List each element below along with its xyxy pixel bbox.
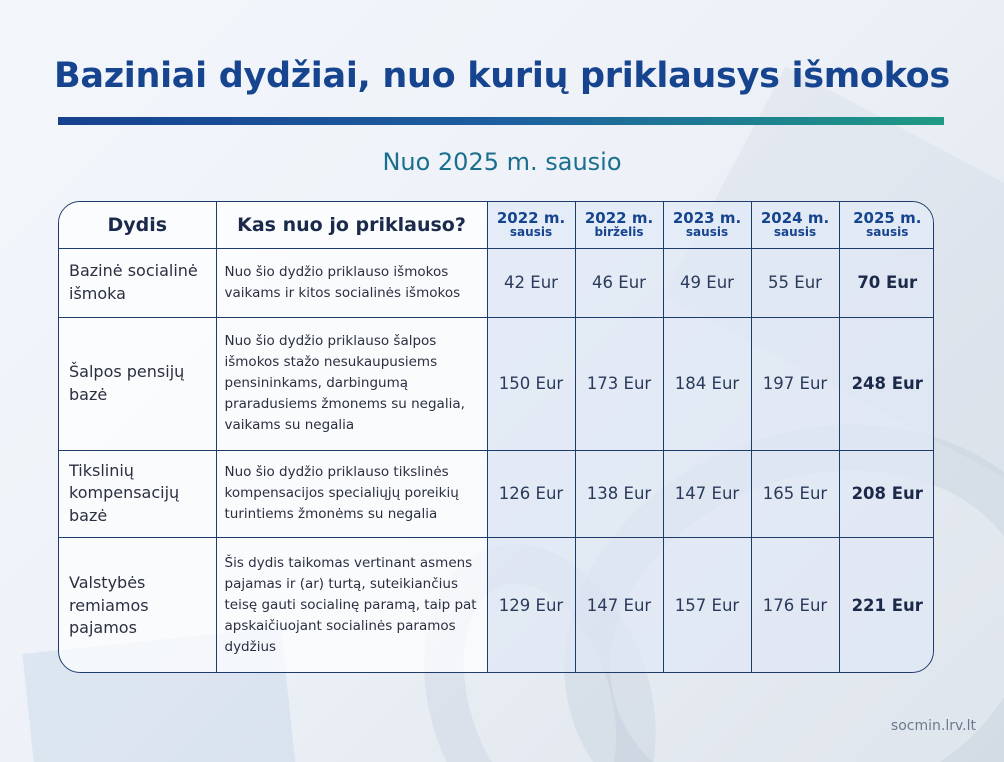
header-year-label: 2022 m. <box>496 208 566 227</box>
table-row <box>59 248 934 317</box>
row-value: 157 Eur <box>663 537 751 673</box>
row-value-current: 208 Eur <box>839 450 934 537</box>
row-value: 184 Eur <box>663 317 751 450</box>
header-year <box>663 202 751 248</box>
row-value-current: 70 Eur <box>839 248 934 317</box>
header-year-label: 2024 m. <box>760 208 830 227</box>
row-description: Nuo šio dydžio priklauso išmokos vaikams ir kitos socialinės išmokos <box>216 248 487 317</box>
title-underline <box>58 117 944 125</box>
header-year <box>839 202 934 248</box>
page-title: Baziniai dydžiai, nuo kurių priklausys išmokos <box>54 56 950 96</box>
table-row <box>59 537 934 673</box>
row-value: 46 Eur <box>575 248 663 317</box>
row-dydis: Šalpos pensijų bazė <box>59 317 216 450</box>
row-dydis: Tikslinių kompensacijų bazė <box>59 450 216 537</box>
row-description: Šis dydis taikomas vertinant asmens pajamas ir (ar) turtą, suteikiančius teisę gauti socialinę paramą, taip pat apskaičiuojant socialinės paramos dydžius <box>216 537 487 673</box>
row-value: 138 Eur <box>575 450 663 537</box>
row-value: 42 Eur <box>487 248 575 317</box>
header-month-label: sausis <box>773 225 817 240</box>
header-month-label: sausis <box>866 225 909 240</box>
row-value: 49 Eur <box>663 248 751 317</box>
row-dydis: Bazinė socialinė išmoka <box>59 248 216 317</box>
row-value-current: 248 Eur <box>839 317 934 450</box>
row-value-current: 221 Eur <box>839 537 934 673</box>
header-month-label: sausis <box>685 225 729 240</box>
row-value: 147 Eur <box>663 450 751 537</box>
benefits-table <box>58 201 934 673</box>
row-value: 165 Eur <box>751 450 839 537</box>
header-month-label: birželis <box>594 225 644 240</box>
table-header-row <box>59 202 934 248</box>
header-year-label: 2025 m. <box>853 208 922 227</box>
table-row <box>59 317 934 450</box>
row-dydis: Valstybės remiamos pajamos <box>59 537 216 673</box>
row-value: 55 Eur <box>751 248 839 317</box>
header-kas: Kas nuo jo priklauso? <box>216 202 487 248</box>
header-year-label: 2022 m. <box>584 208 654 227</box>
header-month-label: sausis <box>509 225 553 240</box>
header-year <box>575 202 663 248</box>
table-row <box>59 450 934 537</box>
row-value: 173 Eur <box>575 317 663 450</box>
header-year-label: 2023 m. <box>672 208 742 227</box>
header-year <box>487 202 575 248</box>
row-description: Nuo šio dydžio priklauso tikslinės kompensacijos specialiųjų poreikių turintiems žmonėms su negalia <box>216 450 487 537</box>
row-value: 176 Eur <box>751 537 839 673</box>
row-description: Nuo šio dydžio priklauso šalpos išmokos stažo nesukaupusiems pensininkams, darbingumą praradusiems žmonems su negalia, vaikams su negalia <box>216 317 487 450</box>
row-value: 147 Eur <box>575 537 663 673</box>
page-subtitle: Nuo 2025 m. sausio <box>382 148 622 176</box>
header-dydis: Dydis <box>59 202 216 248</box>
footer-url[interactable]: socmin.lrv.lt <box>890 718 976 734</box>
row-value: 129 Eur <box>487 537 575 673</box>
row-value: 126 Eur <box>487 450 575 537</box>
header-year <box>751 202 839 248</box>
row-value: 150 Eur <box>487 317 575 450</box>
row-value: 197 Eur <box>751 317 839 450</box>
